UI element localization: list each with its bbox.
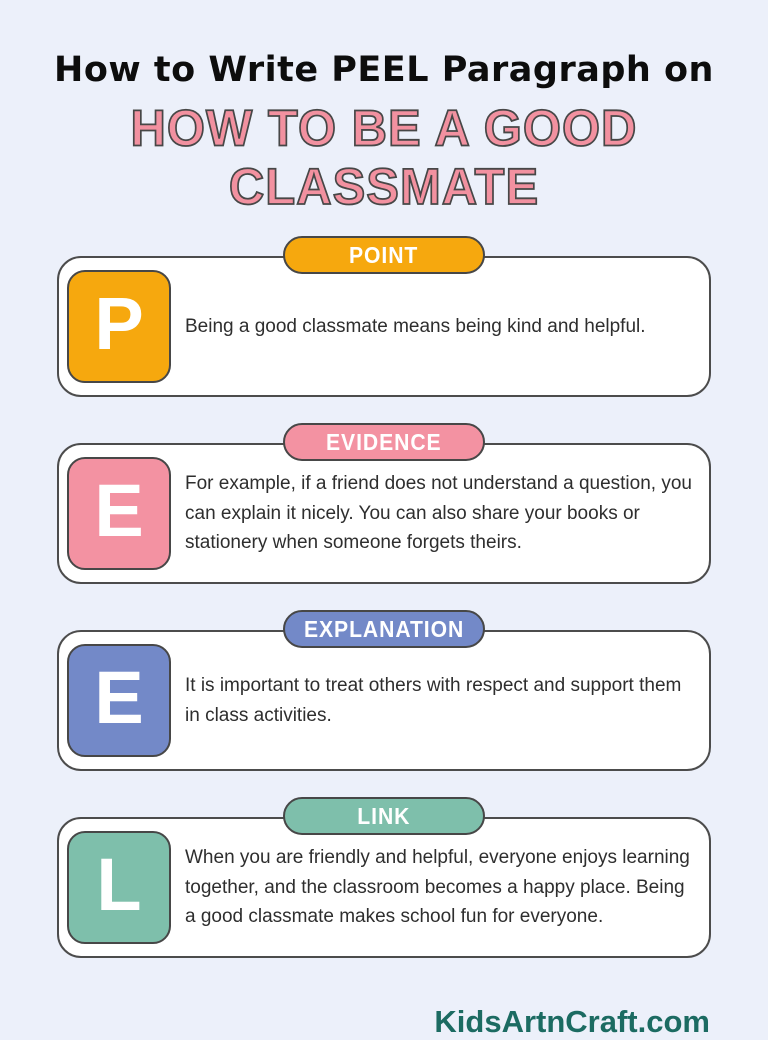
evidence-letter: E	[94, 468, 144, 552]
evidence-heading-pill	[283, 423, 485, 461]
section-point	[57, 241, 711, 397]
page-subtitle: HOW TO BE A GOOD CLASSMATE	[130, 100, 638, 216]
explanation-heading-pill	[283, 610, 485, 648]
section-link	[57, 802, 711, 958]
evidence-card	[57, 443, 711, 584]
point-heading-pill	[283, 236, 485, 274]
explanation-letter: E	[94, 655, 144, 739]
page-title: How to Write PEEL Paragraph on	[54, 50, 714, 90]
point-text: Being a good classmate means being kind and helpful.	[185, 315, 646, 337]
section-evidence	[57, 428, 711, 584]
explanation-heading-label: EXPLANATION	[303, 615, 465, 642]
link-letter: L	[96, 842, 142, 926]
link-heading-pill	[283, 797, 485, 835]
evidence-text: For example, if a friend does not understand a question, you can explain it nicely. You can also share your books or stationery when someone forgets theirs.	[185, 473, 692, 554]
link-letter-badge	[67, 831, 171, 944]
evidence-letter-badge	[67, 457, 171, 570]
point-letter-badge	[67, 270, 171, 383]
link-text: When you are friendly and helpful, everyone enjoys learning together, and the classroom becomes a happy place. Being a good classmate makes school fun for everyone.	[185, 847, 690, 928]
explanation-text: It is important to treat others with respect and support them in class activities.	[185, 675, 682, 726]
peel-infographic-page	[0, 50, 768, 1039]
brand-footer: KidsArtnCraft.com	[434, 1004, 710, 1039]
peel-sections	[0, 241, 768, 958]
section-explanation	[57, 615, 711, 771]
link-heading-label: LINK	[357, 802, 411, 829]
point-card	[57, 256, 711, 397]
point-letter: P	[94, 281, 144, 365]
evidence-heading-label: EVIDENCE	[326, 428, 442, 455]
point-heading-label: POINT	[349, 241, 419, 268]
link-card	[57, 817, 711, 958]
explanation-letter-badge	[67, 644, 171, 757]
explanation-card	[57, 630, 711, 771]
